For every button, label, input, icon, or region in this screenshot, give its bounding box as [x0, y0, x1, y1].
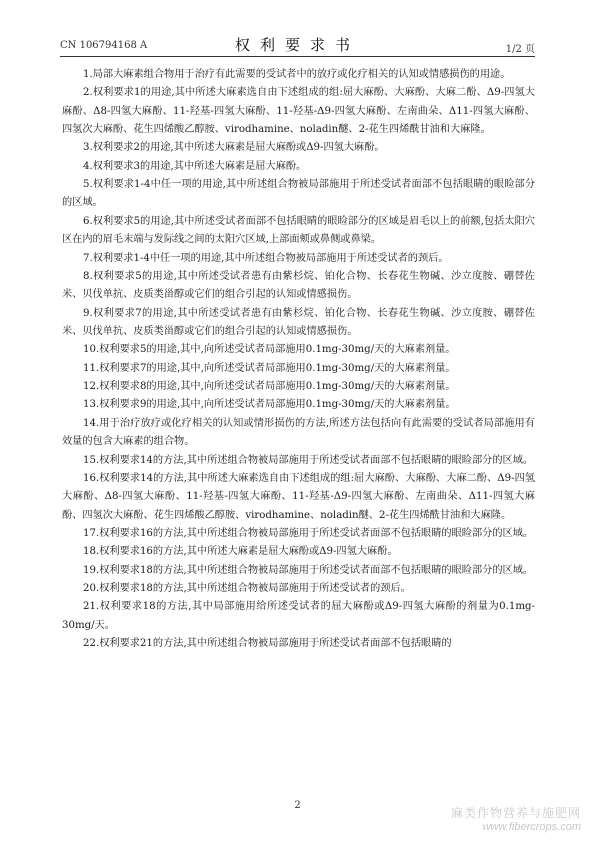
watermark-site-name: 麻类作物营养与施肥网: [450, 806, 581, 820]
claim: 5.权利要求1-4中任一项的用途,其中所述组合物被局部施用于所述受试者面部不包括眼睛的眼睑部分的区域。: [62, 179, 535, 209]
claim: 10.权利要求5的用途,其中,向所述受试者局部施用0.1mg-30mg/天的大麻素剂量。: [83, 344, 456, 356]
claim: 17.权利要求16的方法,其中所述组合物被局部施用于所述受试者面部不包括眼睛的眼睑部分的区域。: [83, 527, 534, 539]
claim: 18.权利要求16的方法,其中所述大麻素是屈大麻酚或Δ9-四氢大麻酚。: [83, 546, 398, 558]
claim: 7.权利要求1-4中任一项的用途,其中所述组合物被局部施用于所述受试者的颈后。: [83, 252, 449, 264]
claim: 6.权利要求5的用途,其中所述受试者面部不包括眼睛的眼睑部分的区域是眉毛以上的前额,包括太阳穴区在内的眉毛末端与发际线之间的太阳穴区域,上部面颊或鼻侧或鼻梁。: [62, 215, 535, 246]
claims-list: [62, 66, 535, 654]
claim: 22.权利要求21的方法,其中所述组合物被局部施用于所述受试者面部不包括眼睛的: [83, 638, 452, 650]
claim: 20.权利要求18的方法,其中所述组合物被局部施用于所述受试者的颈后。: [83, 583, 411, 595]
claim: 16.权利要求14的方法,其中所述大麻素选自由下述组成的组:屈大麻酚、大麻酚、大麻二酚、Δ9-四氢大麻酚、Δ8-四氢大麻酚、11-羟基-四氢大麻酚、11-羟基-Δ9-四氢大麻酚、左南曲朵、Δ11-四氢大麻酚、四氢次大麻酚、花生四烯酸乙醇胺、virodhamine、noladin醚、2-花生四烯酰甘油和大麻隆。: [62, 472, 535, 521]
site-watermark: [451, 806, 581, 834]
claim: 14.用于治疗放疗或化疗相关的认知或情形损伤的方法,所述方法包括向有此需要的受试者局部施用有效量的包含大麻素的组合物。: [62, 417, 535, 448]
claim: 21.权利要求18的方法,其中局部施用给所述受试者的屈大麻酚或Δ9-四氢大麻酚的剂量为0.1mg-30mg/天。: [62, 601, 535, 631]
page-title: 权利要求书: [234, 36, 360, 54]
claim: 4.权利要求3的用途,其中所述大麻素是屈大麻酚。: [83, 160, 307, 172]
page-number: 2: [294, 800, 301, 811]
page-indicator: 1/2 页: [505, 44, 535, 55]
claim: 8.权利要求5的用途,其中所述受试者患有由紫杉烷、铂化合物、长春花生物碱、沙立度胺、硼替佐米、贝伐单抗、皮质类甾醇或它们的组合引起的认知或情感损伤。: [62, 270, 535, 301]
claim: 11.权利要求7的用途,其中,向所述受试者局部施用0.1mg-30mg/天的大麻素剂量。: [83, 362, 456, 374]
claim: 9.权利要求7的用途,其中所述受试者患有由紫杉烷、铂化合物、长春花生物碱、沙立度胺、硼替佐米、贝伐单抗、皮质类甾醇或它们的组合引起的认知或情感损伤。: [62, 307, 535, 337]
claim: 19.权利要求18的方法,其中所述组合物被局部施用于所述受试者面部不包括眼睛的眼睑部分的区域。: [83, 564, 534, 576]
document-number: CN 106794168 A: [60, 40, 148, 51]
claim: 1.局部大麻素组合物用于治疗有此需要的受试者中的放疗或化疗相关的认知或情感损伤的用途。: [83, 69, 511, 80]
claim: 15.权利要求14的方法,其中所述组合物被局部施用于所述受试者面部不包括眼睛的眼睑部分的区域。: [83, 454, 534, 466]
page-header: [60, 30, 535, 57]
claim: 13.权利要求9的用途,其中,向所述受试者局部施用0.1mg-30mg/天的大麻素剂量。: [83, 399, 456, 411]
claim: 2.权利要求1的用途,其中所述大麻素选自由下述组成的组:屈大麻酚、大麻酚、大麻二酚、Δ9-四氢大麻酚、Δ8-四氢大麻酚、11-羟基-四氢大麻酚、11-羟基-Δ9-四氢大麻酚、左南曲朵、Δ11-四氢大麻酚、四氢次大麻酚、花生四烯酸乙醇胺、virodhamine、noladin醚、2-花生四烯酰甘油和大麻隆。: [62, 87, 535, 135]
claim: 12.权利要求8的用途,其中,向所述受试者局部施用0.1mg-30mg/天的大麻素剂量。: [83, 381, 456, 393]
claim: 3.权利要求2的用途,其中所述大麻素是屈大麻酚或Δ9-四氢大麻酚。: [83, 142, 385, 154]
watermark-url: www.fibercrops.com: [482, 821, 581, 833]
